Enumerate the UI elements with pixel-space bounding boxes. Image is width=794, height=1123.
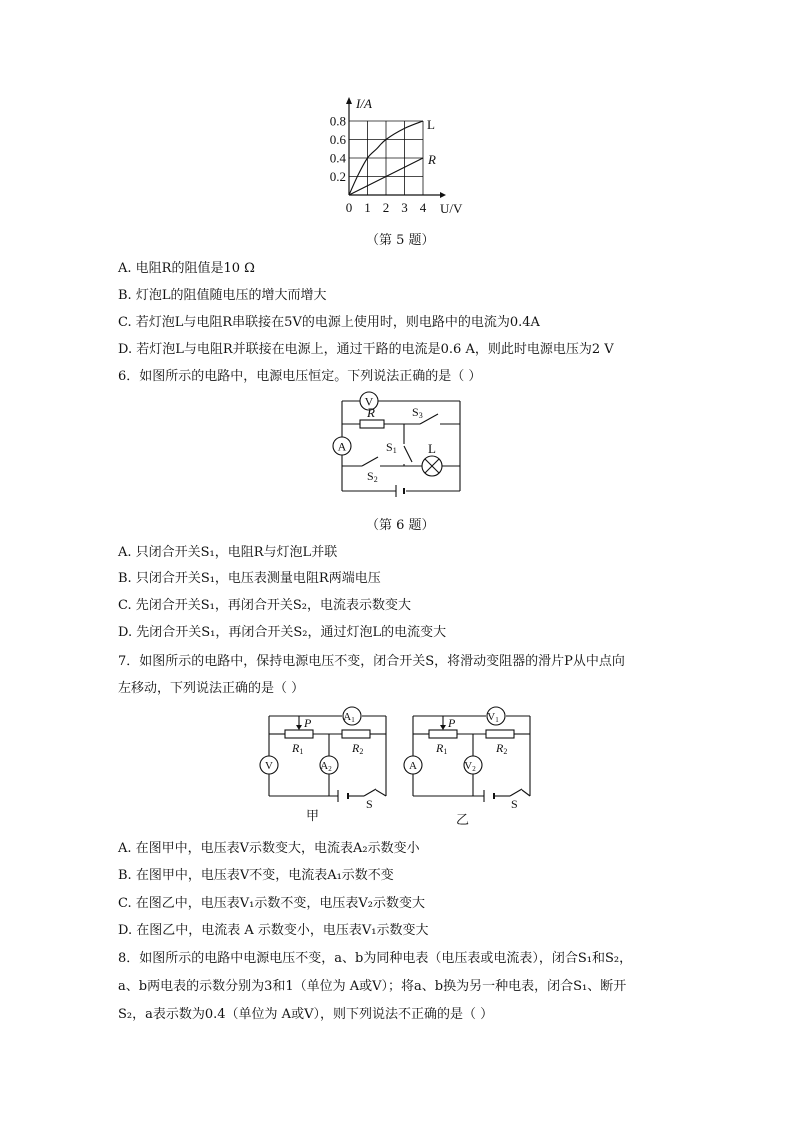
- q5-option-d: D. 若灯泡L与电阻R并联接在电源上，通过干路的电流是0.6 A，则此时电源电压为2 V: [118, 342, 614, 357]
- label-r1: R1: [292, 741, 304, 756]
- q5-option-c: C. 若灯泡L与电阻R串联接在5V的电源上使用时，则电路中的电流为0.4A: [118, 315, 540, 330]
- label-s3: S3: [412, 405, 423, 420]
- q6-option-d: D. 先闭合开关S₁，再闭合开关S₂，通过灯泡L的电流变大: [118, 625, 447, 640]
- switch-s: [510, 789, 522, 796]
- q7-stem-line2: 左移动，下列说法正确的是（ ）: [118, 681, 305, 696]
- resistor-r2: [486, 730, 514, 738]
- q6-caption: （第 6 题）: [366, 518, 435, 533]
- q7-stem-line1: 7．如图所示的电路中，保持电源电压不变，闭合开关S，将滑动变阻器的滑片P从中点向: [118, 654, 625, 669]
- resistor-r1: [429, 730, 457, 738]
- label-s2: S2: [367, 469, 378, 484]
- q8-stem-line2: a、b两电表的示数分别为3和1（单位为 A或V）；将a、b换为另一种电表，闭合S₁、断开: [118, 979, 627, 994]
- resistor-r2: [342, 730, 370, 738]
- q5-caption: （第 5 题）: [366, 233, 435, 248]
- svg-text:A: A: [409, 760, 417, 772]
- q7-option-a: A. 在图甲中，电压表V示数变大，电流表A₂示数变小: [118, 841, 420, 856]
- circuit-yi: [404, 707, 530, 827]
- y-tick-label: 0.8: [329, 113, 346, 129]
- q7-option-c: C. 在图乙中，电压表V₁示数不变，电压表V₂示数变大: [118, 896, 425, 911]
- curve-R-label: R: [428, 152, 436, 167]
- svg-text:A1: A1: [343, 711, 355, 724]
- x-tick-label: 3: [401, 200, 408, 215]
- curve-L-label: L: [427, 117, 435, 132]
- svg-text:A: A: [337, 439, 347, 454]
- label-r1: R1: [436, 741, 448, 756]
- label-p: P: [448, 716, 456, 730]
- label-r: R: [367, 405, 375, 420]
- svg-text:V: V: [364, 394, 374, 409]
- resistor-r1: [285, 730, 313, 738]
- q6-option-a: A. 只闭合开关S₁，电阻R与灯泡L并联: [118, 545, 338, 560]
- x-axis-label: U/V: [440, 201, 463, 216]
- y-tick-label: 0.2: [329, 169, 346, 184]
- label-p: P: [304, 716, 312, 730]
- circuit-jia: [260, 707, 386, 823]
- x-tick-label: 0: [345, 200, 353, 215]
- q7-option-b: B. 在图甲中，电压表V不变，电流表A₁示数不变: [118, 868, 394, 883]
- q8-stem-line3: S₂，a表示数为0.4（单位为 A或V），则下列说法不正确的是（ ）: [118, 1007, 494, 1022]
- y-tick-label: 0.6: [329, 132, 346, 147]
- q5-option-b: B. 灯泡L的阻值随电压的增大而增大: [118, 288, 327, 303]
- slider-arrow: [296, 725, 302, 730]
- y-tick-label: 0.4: [329, 150, 346, 166]
- switch-s: [364, 789, 376, 796]
- x-tick-label: 1: [364, 200, 371, 215]
- q6-option-b: B. 只闭合开关S₁，电压表测量电阻R两端电压: [118, 571, 381, 586]
- label-jia: 甲: [306, 808, 320, 823]
- y-axis-label: I/A: [356, 96, 372, 111]
- label-s1: S1: [386, 440, 397, 455]
- label-l: L: [428, 441, 436, 456]
- x-tick-label: 2: [382, 200, 390, 215]
- label-yi: 乙: [456, 812, 470, 827]
- q5-option-a: A. 电阻R的阻值是10 Ω: [118, 261, 255, 276]
- svg-text:V1: V1: [487, 711, 499, 724]
- slider-arrow: [440, 725, 446, 730]
- x-tick-label: 4: [419, 200, 427, 215]
- label-s: S: [366, 797, 373, 811]
- svg-text:V: V: [265, 760, 273, 772]
- q7-option-d: D. 在图乙中，电流表 A 示数变小，电压表V₁示数变大: [118, 923, 429, 938]
- q6-option-c: C. 先闭合开关S₁，再闭合开关S₂，电流表示数变大: [118, 598, 411, 613]
- q6-stem: 6．如图所示的电路中，电源电压恒定。下列说法正确的是（ ）: [118, 369, 482, 384]
- label-r2: R2: [352, 741, 364, 756]
- label-s: S: [511, 797, 518, 811]
- svg-text:V2: V2: [464, 760, 476, 773]
- q8-stem-line1: 8．如图所示的电路中电源电压不变，a、b为同种电表（电压表或电流表），闭合S₁和S₂，: [118, 951, 633, 966]
- svg-text:A2: A2: [320, 760, 332, 773]
- label-r2: R2: [496, 741, 508, 756]
